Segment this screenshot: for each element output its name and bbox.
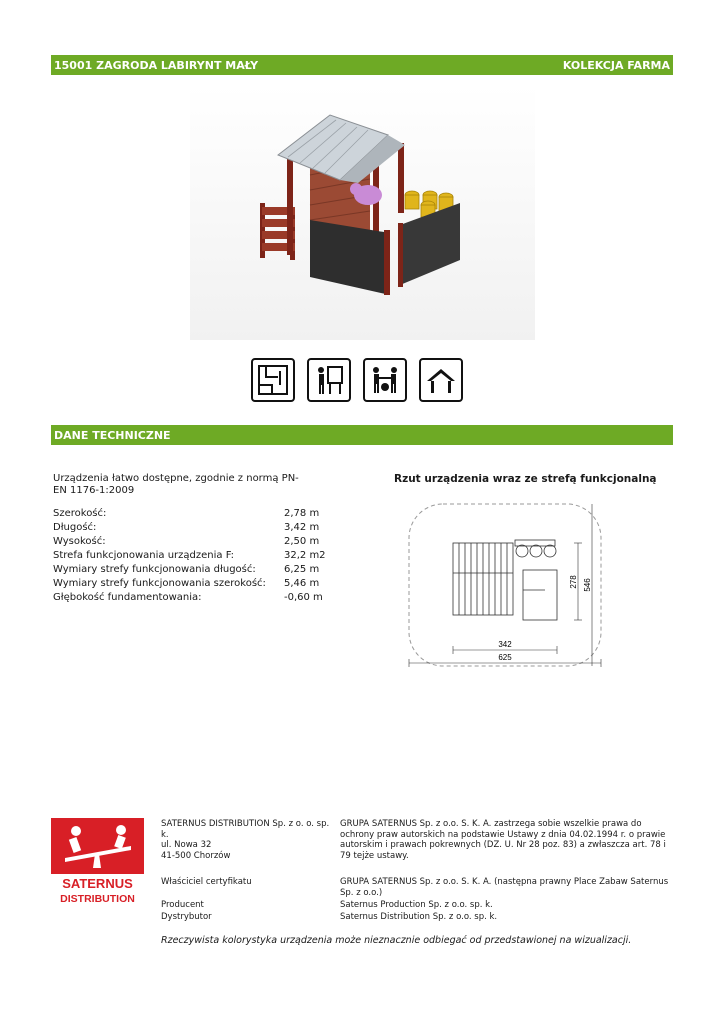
spec-label: Szerokość: xyxy=(53,508,107,519)
spec-value: 3,42 m xyxy=(284,521,320,533)
specs-table xyxy=(53,508,326,606)
company-city: 41-500 Chorzów xyxy=(161,850,231,861)
spec-label: Wysokość: xyxy=(53,535,106,547)
spec-row xyxy=(53,578,326,592)
spec-value: 2,78 m xyxy=(284,508,320,519)
children-playing-icon xyxy=(363,358,407,402)
accessibility-note: Urządzenia łatwo dostępne, zgodnie z normą PN-EN 1176-1:2009 xyxy=(53,473,299,496)
logo-text-1: SATERNUS xyxy=(62,876,133,891)
spec-value: 32,2 m2 xyxy=(284,549,326,561)
spec-row xyxy=(53,508,326,522)
feature-icons xyxy=(251,358,463,402)
saternus-logo xyxy=(51,818,144,906)
spec-value: -0,60 m xyxy=(284,591,323,603)
spec-value: 5,46 m xyxy=(284,577,320,589)
color-disclaimer: Rzeczywista kolorystyka urządzenia może nieznacznie odbiegać od przedstawionej na wizualizacji. xyxy=(161,935,632,946)
company-address xyxy=(161,819,339,861)
maze-icon xyxy=(251,358,295,402)
cert-owner-value: GRUPA SATERNUS Sp. z o.o. S. K. A. (następna prawny Place Zabaw Saternus Sp. z o.o.) xyxy=(340,877,669,898)
spec-label: Strefa funkcjonowania urządzenia F: xyxy=(53,549,235,561)
product-header-bar xyxy=(51,55,673,75)
cert-owner-label: Właściciel certyfikatu xyxy=(161,877,252,887)
distributor-value: Saternus Distribution Sp. z o.o. sp. k. xyxy=(340,912,498,922)
dim-height-outer: 546 xyxy=(583,578,592,592)
collection-name: KOLEKCJA FARMA xyxy=(562,58,670,72)
spec-row xyxy=(53,536,326,550)
plan-title: Rzut urządzenia wraz ze strefą funkcjonalną xyxy=(394,473,657,485)
spec-row xyxy=(53,592,326,606)
tech-section-bar xyxy=(51,425,673,445)
spec-value: 2,50 m xyxy=(284,535,320,547)
logo-text-2: DISTRIBUTION xyxy=(60,893,135,905)
producer-value: Saternus Production Sp. z o.o. sp. k. xyxy=(340,900,493,910)
spec-row xyxy=(53,550,326,564)
company-street: ul. Nowa 32 xyxy=(161,840,212,850)
spec-label: Głębokość fundamentowania: xyxy=(53,591,202,603)
spec-value: 6,25 m xyxy=(284,563,320,575)
spec-row xyxy=(53,564,326,578)
dim-width-inner: 342 xyxy=(498,640,512,649)
distributor-label: Dystrybutor xyxy=(161,912,212,922)
producer-label: Producent xyxy=(161,900,204,910)
spec-label: Wymiary strefy funkcjonowania szerokość: xyxy=(53,577,266,589)
roof-house-icon xyxy=(419,358,463,402)
tech-section-title: DANE TECHNICZNE xyxy=(54,428,171,442)
spec-label: Wymiary strefy funkcjonowania długość: xyxy=(53,563,256,575)
plan-drawing xyxy=(395,498,610,673)
drawing-board-icon xyxy=(307,358,351,402)
copyright-notice: GRUPA SATERNUS Sp. z o.o. S. K. A. zastrzega sobie wszelkie prawa do ochrony praw autorskich na podstawie Ustawy z dnia 04.02.1994 r. o prawie autorskim i prawach pokrewnych (DZ. U. Nr 28 poz. 83) a zwłaszcza art. 78 i 79 tejże ustawy. xyxy=(340,819,666,861)
product-title: 15001 ZAGRODA LABIRYNT MAŁY xyxy=(54,58,259,72)
dim-height-inner: 278 xyxy=(569,575,578,589)
spec-row xyxy=(53,522,326,536)
product-illustration xyxy=(190,85,535,340)
dim-width-outer: 625 xyxy=(498,653,512,662)
spec-label: Długość: xyxy=(53,521,97,533)
company-name: SATERNUS DISTRIBUTION Sp. z o. o. sp. k. xyxy=(161,819,330,840)
